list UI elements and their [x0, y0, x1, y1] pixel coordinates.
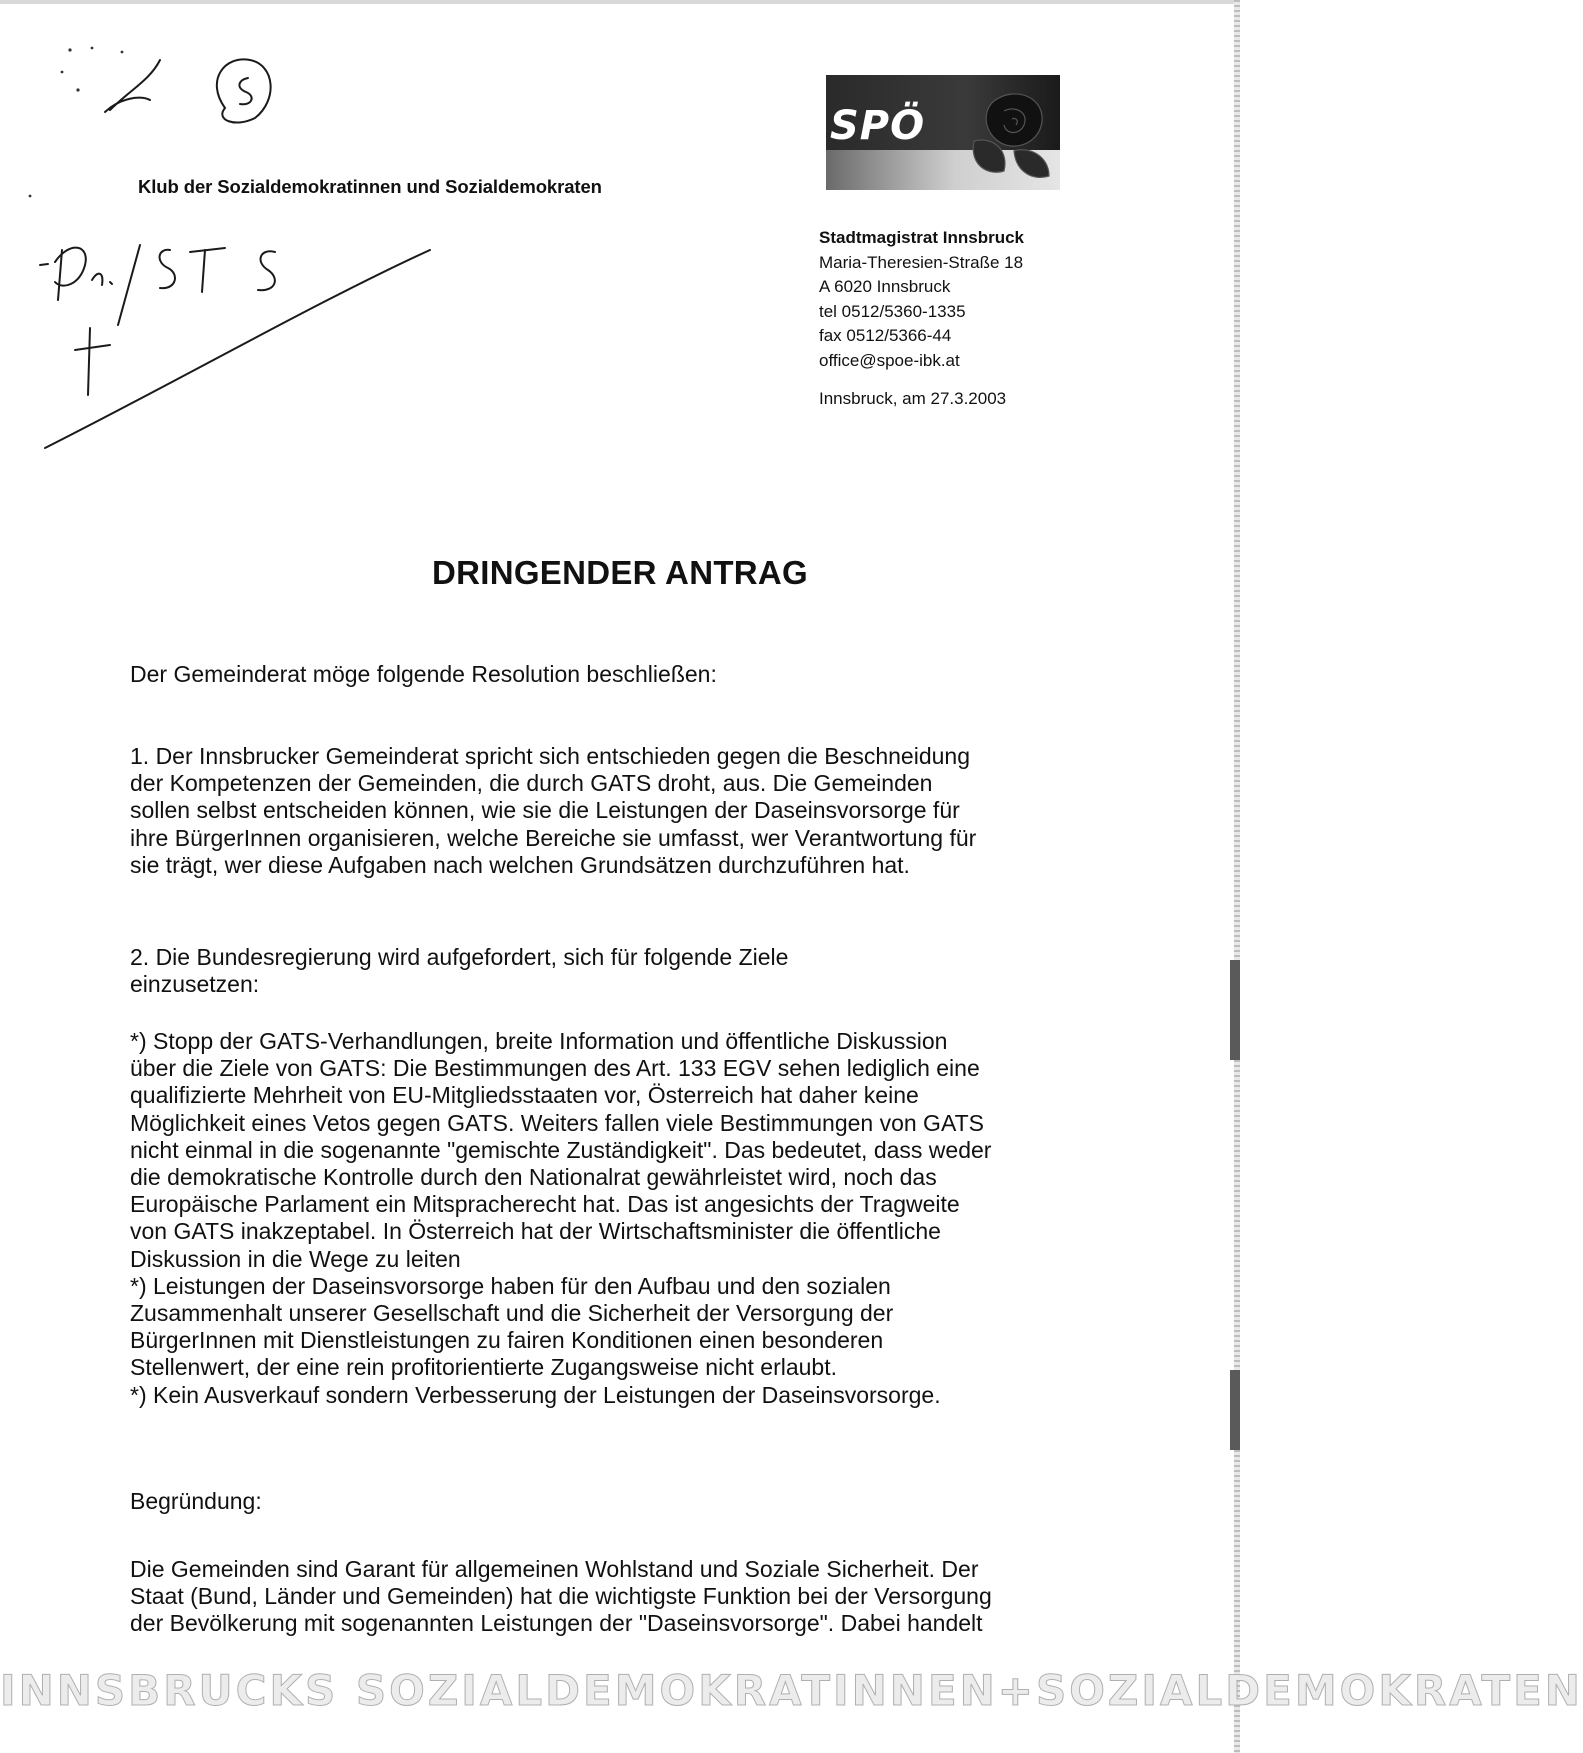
paragraph-line: 1. Der Innsbrucker Gemeinderat spricht sich entschieden gegen die Beschneidung	[130, 743, 970, 769]
street: Maria-Theresien-Straße 18	[819, 252, 1024, 272]
justification-heading	[130, 1488, 1090, 1515]
date-line: Innsbruck, am 27.3.2003	[819, 389, 1007, 408]
paragraph-line: Staat (Bund, Länder und Gemeinden) hat die wichtigste Funktion bei der Versorgung	[130, 1583, 992, 1610]
paragraph-line: sie trägt, wer diese Aufgaben nach welchen Grundsätzen durchzuführen hat.	[130, 851, 910, 878]
paragraph-line: von GATS inakzeptabel. In Österreich hat der Wirtschaftsminister die öffentliche	[130, 1218, 941, 1245]
paragraph-line: Die Gemeinden sind Garant für allgemeinen Wohlstand und Soziale Sicherheit. Der	[130, 1556, 979, 1582]
paragraph-line: die demokratische Kontrolle durch den Nationalrat gewährleistet wird, noch das	[130, 1164, 937, 1191]
scan-edge-right	[1234, 0, 1240, 1753]
goals-list	[130, 1028, 1090, 1409]
handwritten-annotations	[0, 0, 640, 470]
paragraph-line: Stellenwert, der eine rein profitorientierte Zugangsweise nicht erlaubt.	[130, 1354, 837, 1381]
point-2-paragraph	[130, 944, 1090, 998]
scan-mark	[1230, 960, 1240, 1060]
paragraph-line: 2. Die Bundesregierung wird aufgefordert, sich für folgende Ziele	[130, 944, 789, 970]
paragraph-line: der Bevölkerung mit sogenannten Leistungen der "Daseinsvorsorge". Dabei handelt	[130, 1610, 983, 1637]
paragraph-line: Diskussion in die Wege zu leiten	[130, 1245, 461, 1272]
club-name: Klub der Sozialdemokratinnen und Sozialdemokraten	[138, 176, 602, 197]
paragraph-line: qualifizierte Mehrheit von EU-Mitgliedsstaaten vor, Österreich hat daher keine	[130, 1082, 919, 1109]
rose-icon	[954, 81, 1054, 186]
intro-line: Der Gemeinderat möge folgende Resolution beschließen:	[130, 661, 717, 687]
paragraph-line: ihre BürgerInnen organisieren, welche Bereiche sie umfasst, wer Verantwortung für	[130, 824, 977, 851]
justification-paragraph	[130, 1556, 1090, 1638]
paragraph-line: Europäische Parlament ein Mitspracherecht hat. Das ist angesichts der Tragweite	[130, 1191, 960, 1218]
paragraph-line: Zusammenhalt unserer Gesellschaft und die Sicherheit der Versorgung der	[130, 1300, 894, 1327]
logo-text: SPÖ	[830, 103, 926, 149]
paragraph-line: BürgerInnen mit Dienstleistungen zu fairen Konditionen einen besonderen	[130, 1327, 884, 1354]
paragraph-line: Möglichkeit eines Vetos gegen GATS. Weiters fallen viele Bestimmungen von GATS	[130, 1109, 984, 1136]
paragraph-line: *) Kein Ausverkauf sondern Verbesserung der Leistungen der Daseinsvorsorge.	[130, 1381, 941, 1408]
address-block	[819, 226, 1024, 412]
paragraph-line: einzusetzen:	[130, 971, 260, 998]
paragraph-line: sollen selbst entscheiden können, wie sie die Leistungen der Daseinsvorsorge für	[130, 797, 960, 824]
paragraph-line: *) Stopp der GATS-Verhandlungen, breite Information und öffentliche Diskussion	[130, 1028, 948, 1054]
email: office@spoe-ibk.at	[819, 350, 960, 370]
document-title: DRINGENDER ANTRAG	[431, 554, 809, 591]
paragraph-line: der Kompetenzen der Gemeinden, die durch GATS droht, aus. Die Gemeinden	[130, 770, 933, 797]
scan-mark	[1230, 1370, 1240, 1450]
point-1-paragraph	[130, 743, 1090, 879]
footer-banner: INNSBRUCKS SOZIALDEMOKRATINNEN+SOZIALDEMOKRATEN	[0, 1666, 1583, 1715]
paragraph-line: über die Ziele von GATS: Die Bestimmungen des Art. 133 EGV sehen lediglich eine	[130, 1055, 980, 1082]
heading-line: Begründung:	[130, 1488, 262, 1514]
spoe-logo	[826, 75, 1060, 190]
phone: tel 0512/5360-1335	[819, 301, 966, 321]
intro-paragraph	[130, 661, 1090, 688]
city: A 6020 Innsbruck	[819, 277, 951, 296]
fax: fax 0512/5366-44	[819, 326, 952, 345]
paragraph-line: nicht einmal in die sogenannte "gemischte Zuständigkeit". Das bedeutet, dass weder	[130, 1136, 992, 1163]
office-name: Stadtmagistrat Innsbruck	[819, 228, 1024, 247]
paragraph-line: *) Leistungen der Daseinsvorsorge haben für den Aufbau und den sozialen	[130, 1272, 891, 1299]
